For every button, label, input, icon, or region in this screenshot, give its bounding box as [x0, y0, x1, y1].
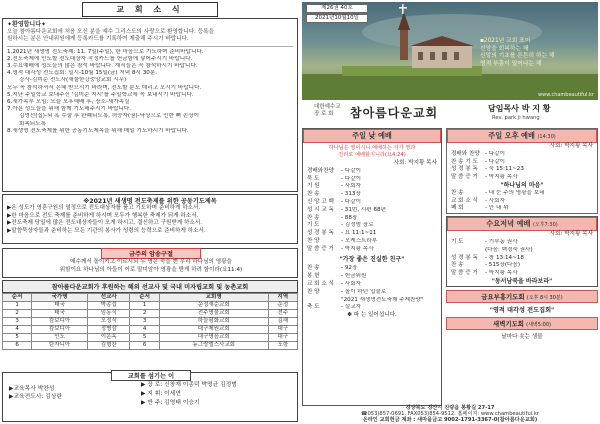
order-value: - 92장: [341, 265, 358, 272]
table-cell: 캄보디아: [32, 318, 88, 326]
table-cell: 2: [130, 310, 159, 318]
memory-verse-title: 금주의 암송구절: [101, 248, 201, 259]
worship-verse-line: 진리로 예배할지니라(요4:24): [338, 151, 406, 158]
order-row: [451, 247, 593, 255]
table-cell: 김해: [268, 318, 297, 326]
order-item: 경배와 찬양: [451, 150, 480, 157]
table-row: [3, 318, 298, 326]
church-news-section: [2, 2, 298, 192]
prayer-topics: [2, 194, 298, 244]
left-column: [2, 2, 298, 422]
sunday-worship-title: 주일 낮 예배: [303, 129, 441, 143]
order-value: - 사회자: [341, 280, 362, 287]
sunday-worship: [302, 128, 442, 406]
order-value: - 안 내 위: [485, 205, 509, 212]
prayer-topics-title: ※2021년 새생명 전도축제를 위한 공동기도제목: [83, 198, 217, 205]
order-item: 말 씀 증 거: [451, 270, 478, 277]
prayer-item: ▶전도축제 당일에 많은 전도대상자들이 오게 하시고, 결신하고 구원받게 하소서.: [7, 220, 202, 226]
news-item: 모두 꼭 참석하셔서 은혜 받으시기 바라며, 전도할 분도 데리고 오시기 바랍니다.: [7, 84, 202, 91]
order-row: [307, 199, 437, 207]
order-value: - 창 13:14~18: [485, 254, 524, 261]
friday-prayer-note: "영적 대각성 전도집회": [489, 306, 555, 314]
welcome-title: ✦환영합니다✦: [7, 21, 47, 28]
order-value: - 돌이 하던 입술로: [341, 288, 387, 295]
table-row: [3, 326, 298, 334]
table-cell: 2: [3, 310, 32, 318]
order-row: [307, 273, 437, 281]
table-cell: 하늘평화교회: [159, 318, 268, 326]
server-line: ▶ 장 로: 신창재 이종덕 박명균 김정범: [141, 382, 237, 388]
news-item: 4.영적 대각성 전도집회: 일시-10월 15일(금) 저녁 8시 30분.: [7, 70, 158, 77]
order-value: "2021 새생명전도축제 주제찬양": [341, 296, 424, 303]
divider: [7, 46, 293, 47]
order-value: - 박지황 목사: [485, 174, 518, 181]
order-item: 찬 송: [307, 191, 320, 198]
missions-header: 국가명: [32, 294, 88, 302]
order-value: - 기부동 권사: [485, 238, 518, 245]
issue-date: 2021년10월10일: [306, 14, 368, 23]
dawn-prayer-title: [446, 317, 598, 330]
order-item: 성 경 봉 독: [307, 230, 334, 237]
worship-verse-line: 하나님은 영이시니 예배하는 자가 영과: [328, 145, 416, 151]
order-value: - 요 11:1~11: [341, 230, 377, 237]
order-row: [451, 151, 593, 159]
denomination-line: 장 로 회: [314, 111, 334, 117]
friday-time: (오후 8시 30분): [526, 294, 563, 301]
missions-header: 교회명: [159, 294, 268, 302]
table-cell: 3: [130, 318, 159, 326]
order-item: 축 도: [307, 304, 320, 311]
order-value: - 사회자: [485, 197, 506, 204]
sermon-title: "하나님의 마음": [500, 181, 544, 189]
table-cell: 전주명물교회: [159, 310, 268, 318]
order-item: 찬 송: [307, 214, 320, 221]
table-cell: 오정식: [87, 318, 130, 326]
order-item: 성 경 봉 독: [451, 254, 478, 261]
order-row: [451, 255, 593, 263]
order-item: 말 씀 증 거: [451, 174, 478, 181]
table-cell: 4: [3, 326, 32, 334]
order-value: - 다같이: [341, 175, 362, 182]
order-item: 봉 헌: [307, 273, 320, 280]
table-cell: 이은옥: [87, 334, 130, 342]
table-cell: 전주: [268, 310, 297, 318]
table-cell: 탄자니아: [32, 342, 88, 350]
server-line: ▶ 지 휘: 이세연: [141, 391, 181, 397]
order-item: 찬 송: [451, 189, 464, 196]
order-item: 찬 송: [307, 265, 320, 272]
order-value: - 다같이: [341, 198, 362, 205]
order-item: 말 씀 증 거: [307, 245, 334, 252]
motto-line: 영적 부흥이 일어나는 해: [480, 60, 542, 67]
dawn-prayer-note: 날마다 솟는 샘물: [501, 333, 543, 340]
order-item: 찬 양: [307, 288, 320, 295]
church-photo: [302, 2, 598, 100]
motto-heading: ▪2021년 교회 표어: [480, 38, 531, 44]
table-cell: 대구명음교회: [159, 334, 268, 342]
memory-verse-line: 위함이요 하나님의 아들이 이로 말미암아 영광을 받게 하려 함이라(요11:4): [59, 267, 243, 273]
other-services: [446, 128, 598, 406]
standing-note: ✽ 파 는 일어섭니다.: [347, 312, 397, 319]
table-cell: 대구제원교회: [159, 326, 268, 334]
afternoon-title-text: 주일 오후 예배: [488, 131, 535, 140]
wednesday-worship: [446, 216, 598, 287]
order-row: [307, 265, 437, 273]
denomination-line: 대한예수교: [314, 104, 341, 110]
order-value: - 다같이: [341, 167, 362, 174]
worship-leader: 사회: 박지황 목사: [393, 160, 437, 166]
wednesday-time: (오후7:30): [532, 222, 558, 229]
dawn-title-text: 새벽기도회: [493, 319, 524, 328]
missions-title: 참아름다운교회가 후원하는 해외 선교사 및 국내 미자립교회 및 농촌교회: [2, 280, 298, 293]
denomination: [314, 104, 341, 118]
church-servers: [2, 372, 298, 422]
order-row: [307, 207, 437, 215]
website-url: www.chambeautiful.kr: [538, 92, 594, 98]
senior-pastor: 담임목사 박 지 황: [488, 104, 551, 113]
memory-verse: [2, 248, 298, 278]
wednesday-title-text: 수요저녁 예배: [486, 219, 531, 229]
news-item: 5.지난 주일학교 보내주신 '김미순 지시'를 주일학교에 꼭 보내시기 바랍니다.: [7, 91, 194, 98]
order-item: 성 경 봉 독: [451, 166, 478, 173]
order-value: - 헌금위원: [341, 273, 367, 280]
church-news-title: 교 회 소 식: [82, 2, 218, 17]
missions-header: 순서: [3, 294, 32, 302]
motto-line: 신앙을 회복하는 해: [480, 45, 529, 52]
church-footer: [302, 406, 598, 422]
order-item: [451, 247, 485, 255]
order-row: [307, 304, 437, 312]
missions-header: 지역: [268, 294, 297, 302]
welcome-block: [7, 21, 293, 44]
order-value: - 오케스트라부: [341, 237, 378, 244]
order-item: 교 회 소 식: [451, 197, 478, 204]
order-row: [307, 168, 437, 176]
afternoon-time: (14:30): [537, 134, 556, 140]
order-row: [451, 190, 593, 198]
table-cell: 정병삼: [87, 326, 130, 334]
table-cell: 3: [3, 318, 32, 326]
order-row: [307, 238, 437, 246]
order-value: - 31번, 시편 68편: [341, 206, 386, 213]
worship-leader: 사회: 박지황 목사: [549, 143, 593, 149]
order-row: [307, 222, 437, 230]
news-item: 3.수요예배에 성도들의 많은 참석 바랍니다. 재직들은 꼭 참석하시기 바랍니다.: [7, 62, 198, 69]
afternoon-worship: [446, 128, 598, 214]
table-cell: 캄보디아: [32, 326, 88, 334]
afternoon-worship-title: [447, 129, 597, 143]
order-value: - 다같이: [485, 158, 506, 165]
order-value: - 박지황 목사: [485, 270, 518, 277]
friday-title-text: 금요부흥기도회: [481, 292, 525, 301]
table-cell: 1: [3, 302, 32, 310]
servers-title: 교회를 섬기는 이: [111, 370, 191, 381]
missions-header: 순서: [130, 294, 159, 302]
order-row: [307, 289, 437, 297]
order-row: [451, 205, 593, 213]
server-line: ▶교육목사 박찬성: [9, 386, 55, 392]
news-item: 1.2021년 새생명 전도축제: 11. 7일(주일), 한 마음으로 기도하며 준비바랍니다.: [7, 48, 204, 55]
table-cell: 5: [130, 334, 159, 342]
order-value: - 사회자: [341, 183, 362, 190]
welcome-line: 오늘 참아름다운교회에 처음 오신 분을 예수 그리스도의 사랑으로 환영합니다. 등록을: [7, 28, 214, 35]
order-value: - 김정범 장로: [341, 222, 374, 229]
news-item: 김영선(집)-뇌 혹 수술 후 완쾌되도록, 허승자(권)-낙상으로 인한 뼈 손상이: [19, 113, 200, 120]
order-row: [307, 230, 437, 238]
right-column: [302, 2, 598, 422]
wednesday-worship-title: [447, 217, 597, 231]
order-item: 찬 양: [307, 237, 320, 244]
order-row: [307, 191, 437, 199]
missions-header: 선교사: [87, 294, 130, 302]
order-item: 경배와찬양: [307, 167, 335, 174]
news-item: 8.새생명 전도축제를 위한 공동기도제목을 위해 매일 기도하시기 바랍니다.: [7, 127, 189, 134]
order-row: [307, 176, 437, 184]
church-contact: ☎053)857-0691. FAX053)854-9512. 홈페이지: www.chambeautiful.kr: [361, 410, 539, 417]
table-cell: 운정: [268, 302, 297, 310]
order-item: 묵 도: [307, 175, 320, 182]
dawn-time: (새벽5:00): [526, 321, 551, 328]
order-item: 교 회 소 식: [307, 280, 334, 287]
welcome-line: 원하시는 분은 안내위원에게 등록카드를 기록하여 제출해 주시기 바랍니다.: [7, 36, 189, 42]
motto-line: 신앙의 기초를 튼튼히 하는 해: [480, 53, 555, 59]
memory-verse-line: 예수께서 돌이키고 이르시되 두 명은 죽을 뻔 우리 하나님의 영광을: [70, 259, 232, 265]
table-cell: 박종섭: [87, 302, 130, 310]
table-cell: 5: [3, 334, 32, 342]
prayer-item: ▶한 마음으로 전도 축제를 준비하게 하시며 모두가 행복한 축제가 되게 하소서.: [7, 212, 199, 219]
church-news-body: [2, 18, 298, 192]
order-item: 신 앙 고 백: [307, 198, 334, 205]
server-line: ▶ 반 주: 김영태 이승기: [141, 400, 200, 406]
church-motto: [480, 38, 555, 68]
order-item: 기 원: [307, 183, 320, 190]
table-cell: 운정새순교회: [159, 302, 268, 310]
church-address: 경상북도 경산시 진량읍 봉황길 27-17: [405, 405, 495, 411]
missions-section: [2, 280, 298, 370]
sermon-title: "동서남북을 바라보라": [491, 277, 553, 285]
order-value: - 88장: [341, 214, 358, 221]
order-value: - 다같이: [485, 150, 506, 157]
order-item: 찬 송 기 도: [451, 158, 478, 165]
order-item: 기 도: [307, 222, 320, 229]
prayer-item: ▶말씀묵상자들과 준비하는 모든 기관의 봉사가 성령의 능력으로 준비하게 하소서.: [7, 227, 206, 234]
order-row: [451, 262, 593, 270]
table-row: [3, 334, 298, 342]
table-row: [3, 310, 298, 318]
table-cell: 인도: [32, 334, 88, 342]
news-item: 7.아픈 성도들을 위해 함께 기도해주시기 바랍니다.: [7, 106, 132, 113]
order-row: [307, 215, 437, 223]
news-list: [7, 49, 293, 135]
order-row: [451, 239, 593, 247]
order-item: 폐 회: [451, 205, 464, 212]
news-item: 강사-김미순 전도사(새물한강중앙교회 시무): [19, 77, 127, 84]
sermon-title: "가장 좋은 진실한 친구": [339, 255, 405, 263]
table-cell: 6: [130, 342, 159, 350]
server-line: ▶교육전도사: 김상란: [9, 394, 63, 400]
order-row: [307, 183, 437, 191]
table-cell: 김형찬: [87, 342, 130, 350]
table-cell: 6: [3, 342, 32, 350]
issue-number: 제26권 40호: [306, 4, 368, 13]
table-row: [3, 342, 298, 350]
order-value: - 내 눈 주의 영광을 보네: [485, 189, 545, 196]
table-cell: 4: [130, 326, 159, 334]
church-account: 온라인 교회헌금 계좌 : 새마을금고 9002-1791-3367-0(참아름다운교회): [362, 416, 538, 423]
prayer-item: ▶온 성도가 영혼구원의 열정으로 전도대상자를 품고 기도하며 준비하게 하소서.: [7, 205, 201, 211]
table-row: [3, 302, 298, 310]
table-cell: 대구: [268, 334, 297, 342]
news-item: 6.새가족부 모임: 오늘 오후예배 후, 장소-새가족실: [7, 98, 130, 105]
worship-leader: 사회: 박지황 목사: [549, 231, 593, 238]
church-header: [302, 100, 598, 128]
church-name: 참아름다운교회: [350, 106, 439, 120]
order-row: [451, 270, 593, 278]
order-row: [451, 174, 593, 182]
table-cell: 태국: [32, 302, 88, 310]
missions-table: [2, 293, 298, 350]
worship-verse: [303, 143, 441, 160]
order-item: 성 시 교 독: [307, 206, 334, 213]
order-value: (다음: 백경숙 권사): [485, 246, 533, 253]
order-row: [307, 246, 437, 254]
friday-prayer-title: [446, 290, 598, 303]
table-cell: 포항: [268, 342, 297, 350]
order-value: - 눅 15:11~23: [485, 166, 524, 173]
order-row: [307, 297, 437, 305]
order-value: - 515장(다음): [485, 262, 521, 269]
order-value: - 박지황 목사: [341, 245, 374, 252]
order-row: [451, 198, 593, 206]
senior-pastor-english: Rev. park ji hwang: [492, 115, 540, 121]
issue-info: [306, 4, 368, 24]
table-cell: 1: [130, 302, 159, 310]
order-item: 기 도: [451, 238, 464, 245]
table-cell: 태국: [32, 310, 88, 318]
news-item: 회복되도록: [19, 120, 47, 127]
table-cell: 대구: [268, 326, 297, 334]
order-item: 찬 송: [451, 262, 464, 269]
order-row: [307, 281, 437, 289]
order-value: - 설교자: [341, 304, 362, 311]
news-item: 2.전도축제에 인도할 전도대상자 작정카드를 헌금함에 넣어주시기 바랍니다.: [7, 55, 193, 62]
table-cell: 뉴그랑엘스사교회: [159, 342, 268, 350]
order-value: - 313장: [341, 191, 361, 198]
table-cell: 임동식: [87, 310, 130, 318]
